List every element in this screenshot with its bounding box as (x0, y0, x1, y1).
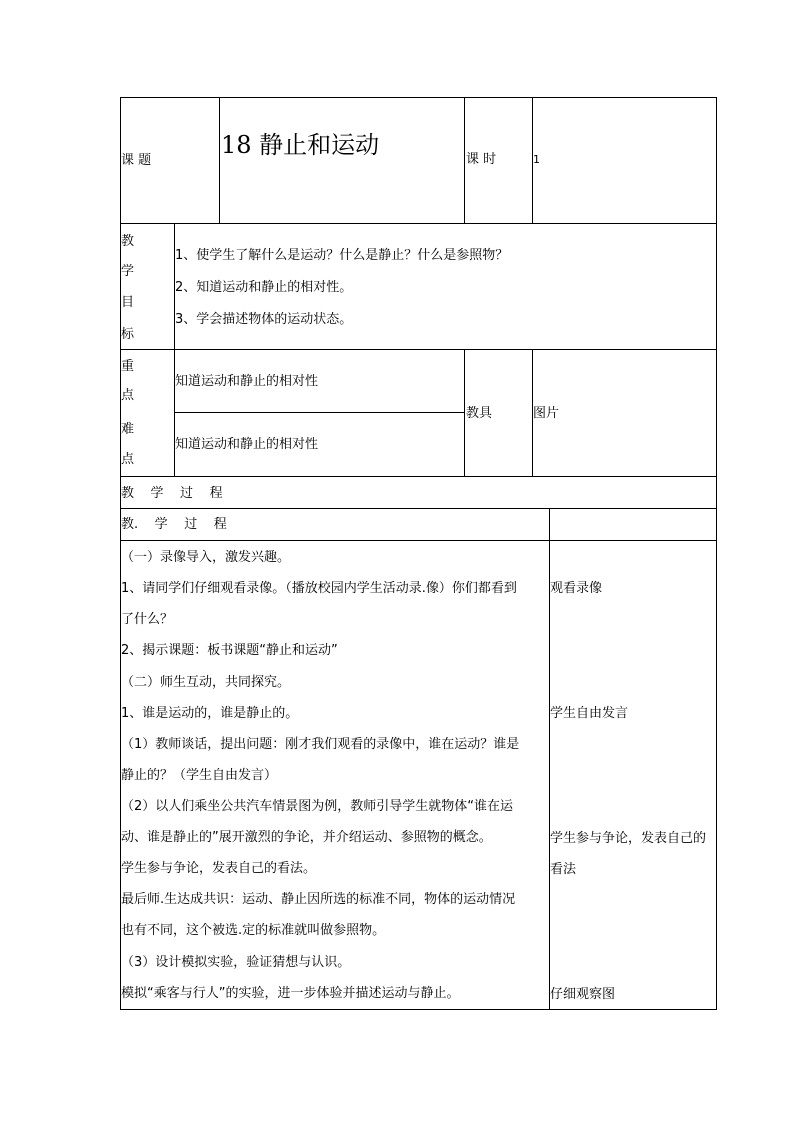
process-line: 2、揭示课题：板书课题“静止和运动” (121, 643, 338, 658)
period-value: 1 (533, 153, 540, 166)
period-label: 课 时 (466, 152, 497, 167)
process-line: 最后师.生达成共识：运动、静止因所选的标准不同，物体的运动情况 (121, 892, 516, 907)
process-line: 动、谁是静止的”展开激烈的争论，并介绍运动、参照物的概念。 (121, 830, 492, 845)
student-note: 学生参与争论，发表自己的 (550, 831, 707, 846)
page-title: 18 静止和运动 (221, 131, 380, 159)
aids-label: 教具 (466, 406, 493, 421)
process-line: 1、谁是运动的，谁是静止的。 (121, 706, 299, 721)
objective-item: 3、学会描述物体的运动状态。 (175, 312, 353, 327)
process-line: 模拟“乘客与行人”的实验，进一步体验并描述运动与静止。 (121, 986, 460, 1001)
process-line: （二）师生互动，共同探究。 (121, 675, 291, 690)
objective-item: 1、使学生了解什么是运动？什么是静止？什么是参照物？ (175, 248, 509, 263)
process-line: 静止的？（学生自由发言） (121, 768, 278, 783)
student-note: 观看录像 (550, 581, 603, 596)
process-heading: 教 学 过 程 (121, 486, 223, 501)
process-line: （3）设计模拟实验，验证猜想与认识。 (121, 955, 351, 970)
key-point-text: 知道运动和静止的相对性 (175, 374, 319, 389)
process-line: 学生参与争论，发表自己的看法。 (121, 861, 317, 876)
objective-item: 2、知道运动和静止的相对性。 (175, 280, 353, 295)
process-line: 了什么？ (121, 612, 174, 627)
student-note: 仔细观察图 (550, 987, 616, 1002)
process-line: （一）录像导入，激发兴趣。 (121, 550, 291, 565)
process-subheading: 教. 学 过 程 (121, 517, 227, 532)
difficulty-text: 知道运动和静止的相对性 (175, 437, 319, 452)
process-line: 1、请同学们仔细观看录像。（播放校园内学生活动录.像）你们都看到 (121, 581, 517, 596)
student-note: 学生自由发言 (550, 706, 629, 721)
process-line: 也有不同，这个被选.定的标准就叫做参照物。 (121, 923, 386, 938)
process-line: （2）以人们乘坐公共汽车情景图为例，教师引导学生就物体“谁在运 (121, 799, 514, 814)
process-line: （1）教师谈话，提出问题：刚才我们观看的录像中，谁在运动？谁是 (121, 737, 520, 752)
aids-value: 图片 (533, 406, 560, 421)
topic-label: 课 题 (121, 153, 152, 168)
student-note: 看法 (550, 862, 577, 877)
